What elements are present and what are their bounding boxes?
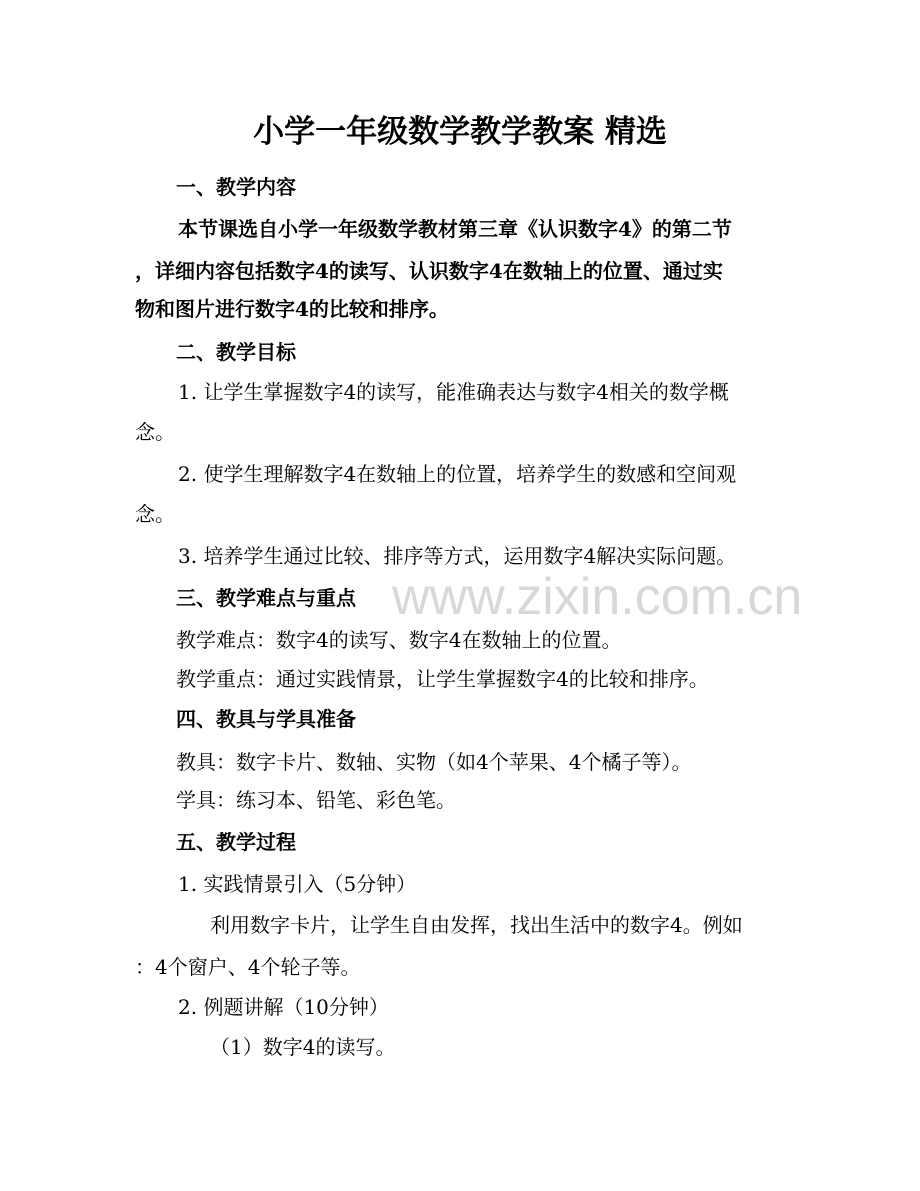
section-heading-process: 五、教学过程 <box>176 830 296 854</box>
section-heading-key-points: 三、教学难点与重点 <box>176 586 356 610</box>
paragraph-line: 学具：练习本、铅笔、彩色笔。 <box>176 788 456 812</box>
paragraph-line: 1. 实践情景引入（5分钟） <box>178 872 417 896</box>
paragraph-line: 2. 使学生理解数字4在数轴上的位置，培养学生的数感和空间观 <box>178 462 737 486</box>
paragraph-line: ：4个窗户、4个轮子等。 <box>135 955 361 979</box>
paragraph-line: 物和图片进行数字4的比较和排序。 <box>135 297 449 321</box>
paragraph-line: 教学难点：数字4的读写、数字4在数轴上的位置。 <box>176 628 622 652</box>
paragraph-line: 念。 <box>135 420 175 444</box>
section-heading-content: 一、教学内容 <box>176 175 296 199</box>
section-heading-goals: 二、教学目标 <box>176 340 296 364</box>
paragraph-line: 2. 例题讲解（10分钟） <box>178 995 389 1019</box>
paragraph-line: 念。 <box>135 502 175 526</box>
paragraph-line: （1）数字4的读写。 <box>210 1035 396 1059</box>
paragraph-line: 本节课选自小学一年级数学教材第三章《认识数字4》的第二节 <box>178 217 732 241</box>
watermark: www.zixin.com.cn <box>392 568 803 626</box>
paragraph-line: 教学重点：通过实践情景，让学生掌握数字4的比较和排序。 <box>176 667 709 691</box>
paragraph-line: 利用数字卡片，让学生自由发挥，找出生活中的数字4。例如 <box>210 913 743 937</box>
paragraph-line: 教具：数字卡片、数轴、实物（如4个苹果、4个橘子等）。 <box>176 750 692 774</box>
paragraph-line: ，详细内容包括数字4的读写、认识数字4在数轴上的位置、通过实 <box>135 259 723 283</box>
paragraph-line: 3. 培养学生通过比较、排序等方式，运用数字4解决实际问题。 <box>178 544 737 568</box>
page-title: 小学一年级数学教学教案 精选 <box>253 114 667 150</box>
paragraph-line: 1. 让学生掌握数字4的读写，能准确表达与数字4相关的数学概 <box>178 380 729 404</box>
section-heading-materials: 四、教具与学具准备 <box>176 707 356 731</box>
